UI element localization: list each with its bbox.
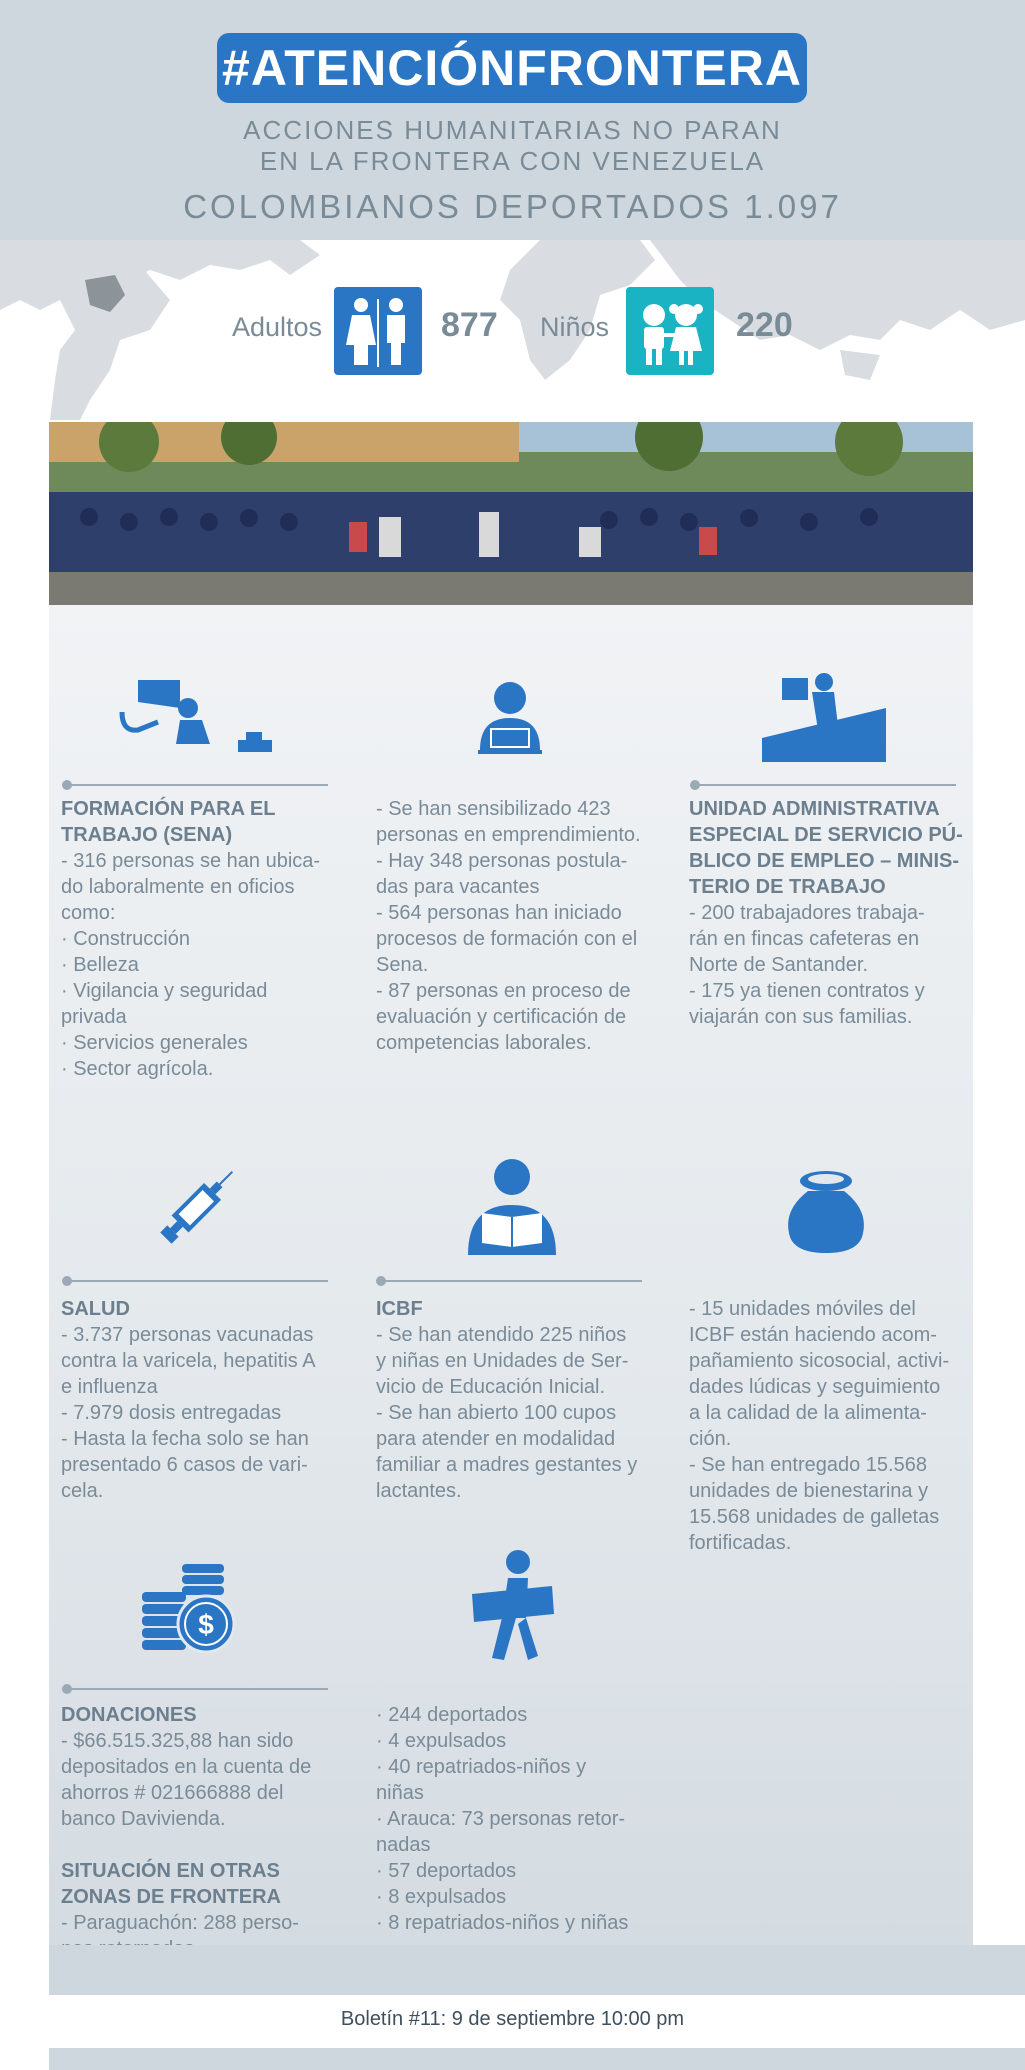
section-line: - 15 unidades móviles del xyxy=(689,1298,916,1320)
crowd-photo xyxy=(49,422,973,605)
section-heading: TRABAJO (SENA) xyxy=(61,824,233,846)
section-line: Norte de Santander. xyxy=(689,954,869,976)
section-line: - Se han abierto 100 cupos xyxy=(376,1402,617,1424)
food-sack-icon xyxy=(778,1165,874,1260)
section-line: procesos de formación con el xyxy=(376,928,638,950)
section-line: familiar a madres gestantes y xyxy=(376,1454,638,1476)
section-line: para atender en modalidad xyxy=(376,1428,616,1450)
hashtag-banner: #ATENCIÓNFRONTERA xyxy=(217,33,807,103)
section-line: a la calidad de la alimenta- xyxy=(689,1402,927,1424)
section-line: y niñas en Unidades de Ser- xyxy=(376,1350,629,1372)
svg-text:$: $ xyxy=(198,1609,214,1640)
divider xyxy=(694,784,956,786)
section-sena xyxy=(61,796,320,1082)
section-line: do laboralmente en oficios xyxy=(61,876,295,898)
section-heading: BLICO DE EMPLEO – MINIS- xyxy=(689,850,960,872)
section-line: · Arauca: 73 personas retor- xyxy=(376,1808,626,1830)
subtitle xyxy=(0,115,1025,177)
section-line: depositados en la cuenta de xyxy=(61,1756,312,1778)
section-line: presentado 6 casos de vari- xyxy=(61,1454,308,1476)
section-line: das para vacantes xyxy=(376,876,540,898)
section-line: ahorros # 021666888 del xyxy=(61,1782,284,1804)
world-map xyxy=(0,240,1025,420)
section-empleo xyxy=(689,796,963,1030)
adults-value: 877 xyxy=(441,306,498,344)
section-line: - Se han entregado 15.568 xyxy=(689,1454,927,1476)
section-line: - Hasta la fecha solo se han xyxy=(61,1428,309,1450)
section-heading: FORMACIÓN PARA EL xyxy=(61,798,276,820)
section-line: · 8 repatriados-niños y niñas xyxy=(376,1912,629,1934)
section-line: · 8 expulsados xyxy=(376,1886,507,1908)
section-line: - 316 personas se han ubica- xyxy=(61,850,321,872)
section-line: cela. xyxy=(61,1480,104,1502)
syringe-icon xyxy=(145,1155,249,1264)
section-line: ICBF están haciendo acom- xyxy=(689,1324,937,1346)
section-line: como: xyxy=(61,902,116,924)
adults-label: Adultos xyxy=(232,312,323,342)
section-line: niñas xyxy=(376,1782,424,1804)
section-line: competencias laborales. xyxy=(376,1032,592,1054)
subtitle-line-2: EN LA FRONTERA CON VENEZUELA xyxy=(259,146,766,176)
section-line: - Paraguachón: 288 perso- xyxy=(61,1912,299,1934)
section-line: 15.568 unidades de galletas xyxy=(689,1506,940,1528)
section-line: Sena. xyxy=(376,954,429,976)
divider xyxy=(380,1280,642,1282)
reader-icon xyxy=(460,1155,564,1264)
section-line: - 7.979 dosis entregadas xyxy=(61,1402,282,1424)
section-line: · Sector agrícola. xyxy=(61,1058,214,1080)
children-value: 220 xyxy=(736,306,793,344)
children-label: Niños xyxy=(540,312,610,342)
section-heading: ZONAS DE FRONTERA xyxy=(61,1886,281,1908)
section-line: privada xyxy=(61,1006,127,1028)
section-line: pañamiento sicosocial, activi- xyxy=(689,1350,950,1372)
section-line: nadas xyxy=(376,1834,431,1856)
bulletin-date: Boletín #11: 9 de septiembre 10:00 pm xyxy=(340,2008,685,2030)
section-otras xyxy=(376,1702,628,1936)
section-line: - 200 trabajadores trabaja- xyxy=(689,902,925,924)
section-donaciones xyxy=(61,1702,311,1962)
section-line: personas en emprendimiento. xyxy=(376,824,641,846)
person-carrying-icon xyxy=(468,1548,558,1673)
section-heading: SALUD xyxy=(61,1298,130,1320)
section-line: dades lúdicas y seguimiento xyxy=(689,1376,941,1398)
section-line: contra la varicela, hepatitis A xyxy=(61,1350,316,1372)
section-line: · 244 deportados xyxy=(376,1704,528,1726)
section-line: rán en fincas cafeteras en xyxy=(689,928,920,950)
divider xyxy=(66,1280,328,1282)
section-line: · Servicios generales xyxy=(61,1032,248,1054)
section-line: - 564 personas han iniciado xyxy=(376,902,622,924)
section-heading: ICBF xyxy=(376,1298,423,1320)
section-line: - 175 ya tienen contratos y xyxy=(689,980,925,1002)
deported-total: COLOMBIANOS DEPORTADOS 1.097 xyxy=(183,188,842,225)
section-line: unidades de bienestarina y xyxy=(689,1480,929,1502)
section-line: - $66.515.325,88 han sido xyxy=(61,1730,294,1752)
divider xyxy=(66,784,328,786)
section-line: · 40 repatriados-niños y xyxy=(376,1756,587,1778)
coins-icon xyxy=(140,1562,240,1659)
section-unidades xyxy=(689,1296,949,1556)
world-map-icon xyxy=(0,240,1025,420)
section-line: viajarán con sus familias. xyxy=(689,1006,913,1028)
section-heading: TERIO DE TRABAJO xyxy=(689,876,886,898)
section-line: · 57 deportados xyxy=(376,1860,517,1882)
section-line: ción. xyxy=(689,1428,732,1450)
section-line: lactantes. xyxy=(376,1480,462,1502)
section-line: · Belleza xyxy=(61,954,139,976)
section-line: · Vigilancia y seguridad xyxy=(61,980,268,1002)
section-salud xyxy=(61,1296,316,1504)
divider xyxy=(66,1688,328,1690)
person-laptop-icon xyxy=(470,678,550,763)
section-line: banco Davivienda. xyxy=(61,1808,226,1830)
subtitle-line-1: ACCIONES HUMANITARIAS NO PARAN xyxy=(243,115,782,145)
section-line: evaluación y certificación de xyxy=(376,1006,627,1028)
section-icbf xyxy=(376,1296,637,1504)
section-line: - Hay 348 personas postula- xyxy=(376,850,628,872)
coffee-harvester-icon xyxy=(760,668,890,769)
section-emprendimiento xyxy=(376,796,641,1056)
section-line: - 87 personas en proceso de xyxy=(376,980,631,1002)
spacer xyxy=(61,1832,311,1858)
section-line: - 3.737 personas vacunadas xyxy=(61,1324,314,1346)
section-line: vicio de Educación Inicial. xyxy=(376,1376,606,1398)
section-line: e influenza xyxy=(61,1376,158,1398)
section-heading: UNIDAD ADMINISTRATIVA xyxy=(689,798,940,820)
footer-strip xyxy=(49,2048,1025,2070)
welder-icon xyxy=(118,672,278,767)
adults-restroom-icon xyxy=(334,287,422,375)
section-line: fortificadas. xyxy=(689,1532,792,1554)
section-heading: DONACIONES xyxy=(61,1704,197,1726)
footer-band xyxy=(49,1945,1025,1995)
section-line: · 4 expulsados xyxy=(376,1730,507,1752)
section-line: - Se han sensibilizado 423 xyxy=(376,798,611,820)
section-heading: ESPECIAL DE SERVICIO PÚ- xyxy=(689,824,963,846)
section-line: - Se han atendido 225 niños xyxy=(376,1324,627,1346)
children-icon xyxy=(626,287,714,375)
section-line: · Construcción xyxy=(61,928,190,950)
section-heading: SITUACIÓN EN OTRAS xyxy=(61,1860,280,1882)
